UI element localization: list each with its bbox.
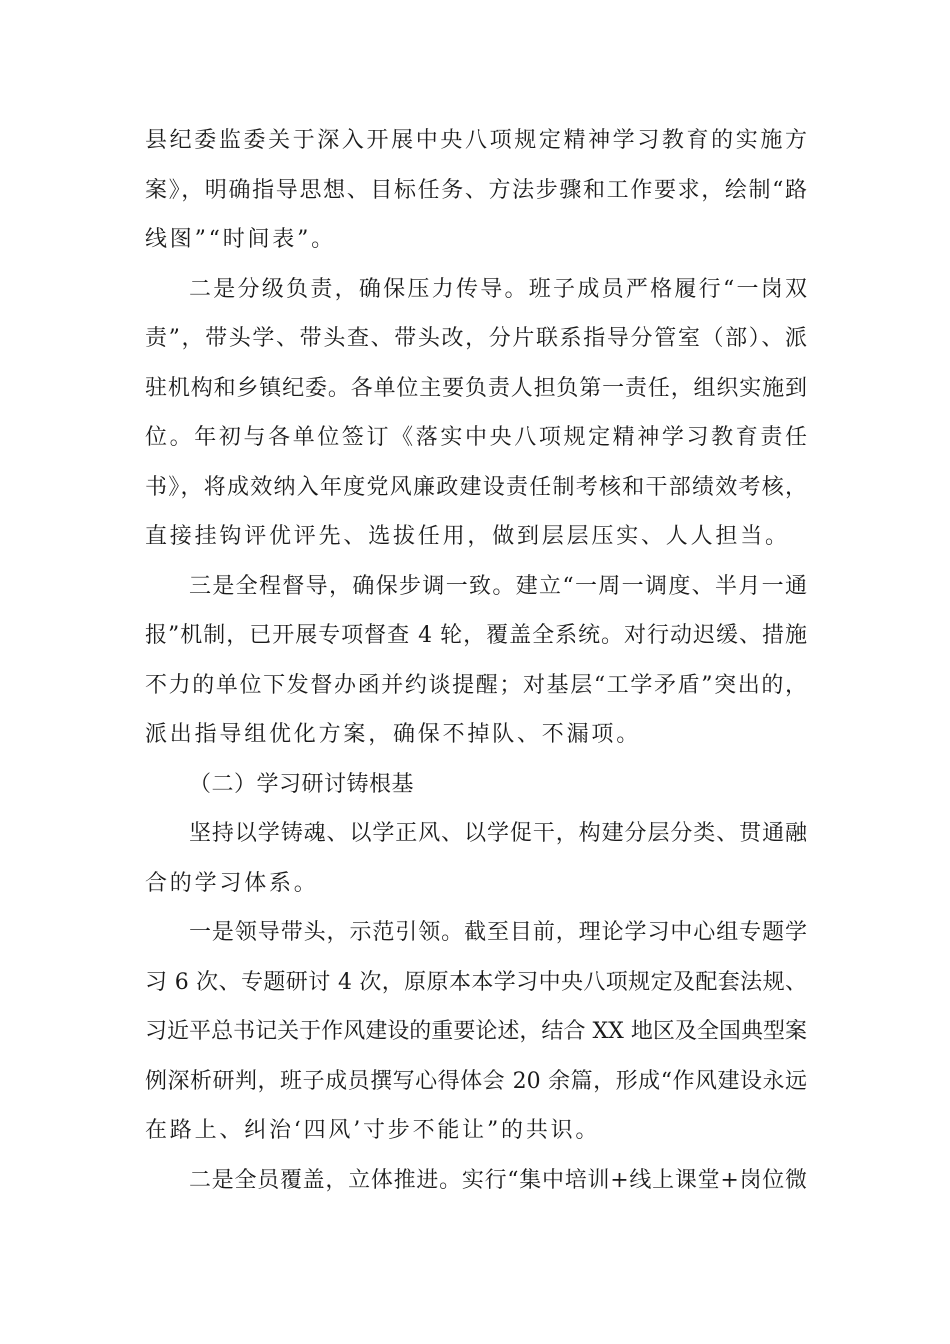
paragraph-line: 不力的单位下发督办函并约谈提醒；对基层“工学矛盾”突出的， [145,673,807,698]
paragraph-line: 坚持以学铸魂、以学正风、以学促干，构建分层分类、贯通融 [189,821,807,846]
paragraph-line: 派出指导组优化方案，确保不掉队、不漏项。 [145,722,642,747]
paragraph-line: 合的学习体系。 [145,871,319,896]
paragraph-line: 一是领导带头，示范引领。截至目前，理论学习中心组专题学 [189,920,807,945]
paragraph-line: 二是全员覆盖，立体推进。实行“集中培训+线上课堂+岗位微 [189,1168,807,1193]
paragraph-line: 县纪委监委关于深入开展中央八项规定精神学习教育的实施方 [145,128,807,153]
paragraph-line: 责”，带头学、带头查、带头改，分片联系指导分管室（部）、派 [145,326,807,351]
paragraph-line: 案》，明确指导思想、目标任务、方法步骤和工作要求，绘制“路 [145,178,807,203]
paragraph-line: 书》，将成效纳入年度党风廉政建设责任制考核和干部绩效考核， [145,475,807,500]
paragraph-line: 驻机构和乡镇纪委。各单位主要负责人担负第一责任，组织实施到 [145,376,807,401]
paragraph-line: 位。年初与各单位签订《落实中央八项规定精神学习教育责任 [145,425,807,450]
paragraph-line: 习 6 次、专题研讨 4 次，原原本本学习中央八项规定及配套法规、 [145,970,807,995]
paragraph-line: 二是分级负责，确保压力传导。班子成员严格履行“一岗双 [189,277,807,302]
paragraph-line: 直接挂钩评优评先、选拔任用，做到层层压实、人人担当。 [145,524,790,549]
section-heading: （二）学习研讨铸根基 [189,772,415,797]
paragraph-line: 报”机制，已开展专项督查 4 轮，覆盖全系统。对行动迟缓、措施 [145,623,807,648]
paragraph-line: 在路上、纠治‘四风’寸步不能让”的共识。 [145,1118,601,1143]
paragraph-line: 习近平总书记关于作风建设的重要论述，结合 XX 地区及全国典型案 [145,1019,807,1044]
paragraph-line: 例深析研判，班子成员撰写心得体会 20 余篇，形成“作风建设永远 [145,1069,807,1094]
paragraph-line: 三是全程督导，确保步调一致。建立“一周一调度、半月一通 [189,574,807,599]
paragraph-line: 线图”“时间表”。 [145,227,336,252]
